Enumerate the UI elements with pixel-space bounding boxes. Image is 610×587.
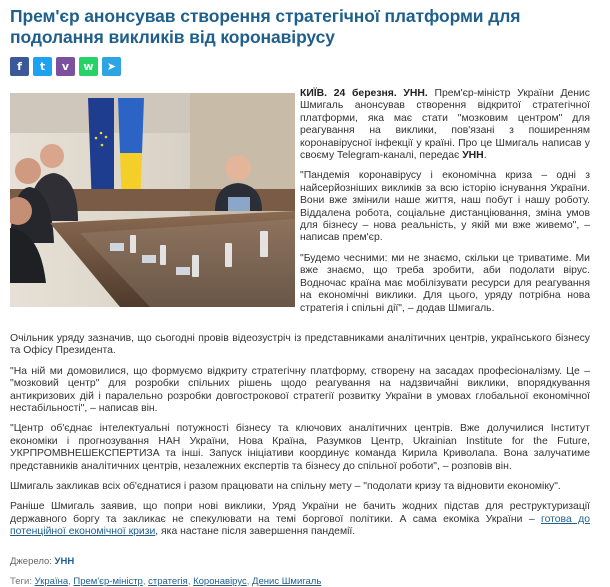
paragraph-call: Шмигаль закликав всіх об'єднатися і разом працювати на спільну мету – "подолати кризу та відновити економіку". (10, 481, 561, 493)
paragraph-center: "Центр об'єднає інтелектуальні потужності бізнесу та ключових аналітичних центрів. Вже долучилися Інститут економіки і прогнозування НАН України, Нова Країна, Разумков Центр, Ukrainian Institute for the Future, УКРПРОМВНЕШЕКСПЕРТИЗА та інші. Запуск ініціативи координує команда Кирила Криволапа. Вона залучатиме представників аналітичних центрів, незалежних експертів та бізнесу до спільної роботи", – розповів він. (10, 423, 590, 472)
paragraph-quote-1: "Пандемія коронавірусу і економічна криза – одні з найсерйозніших викликів за всю історію існування України. Вони вже змінили наше життя, наш побут і нашу роботу. Віддалена робота, соціальне дистанціювання, зміна умов для бізнесу – нова реальність, у якій ми вже живемо", – написав прем'єр. (300, 170, 590, 244)
lead-text: Прем'єр-міністр України Денис Шмигаль анонсував створення відкритої стратегічної платформи, яка має стати "мозковим центром" для реагування на виклики, пов'язані з поширенням коронавірусної інфекції у країні. Про це Шмигаль написав у своєму Telegram-каналі, передає (300, 88, 591, 162)
tag-link[interactable]: Прем'єр-міністр (73, 576, 143, 587)
paragraph-earlier (10, 501, 590, 538)
lead-end: . (483, 150, 487, 162)
paragraph-quote-2: "Будемо чесними: ми не знаємо, скільки це триватиме. Ми вже знаємо, що треба зробити, аби подолати вірус. Водночас країна має мобілізувати ресурси для реагування на економічні виклики. Для цього, уряду потрібна нова стратегія і спільні дії", – додав Шмигаль. (300, 252, 590, 314)
source-label: Джерело: (10, 556, 52, 567)
tags-line: Теги: Україна, Прем'єр-міністр, стратегія, Коронавірус, Денис Шмигаль (10, 576, 322, 587)
earlier-text: Раніше Шмигаль заявив, що попри нові виклики, Уряд України не бачить жодних підстав для реструктуризації державного боргу та закликає не спекулювати на темі боргової політики. А сама екоміка України – (10, 501, 590, 525)
tag-link[interactable]: стратегія (148, 576, 188, 587)
tag-link[interactable]: Денис Шмигаль (252, 576, 322, 587)
viber-icon[interactable]: v (56, 57, 75, 76)
facebook-icon[interactable]: f (10, 57, 29, 76)
article-title: Прем'єр анонсував створення стратегічної платформи для подолання викликів від коронавірусу (10, 6, 521, 47)
dateline: КИЇВ. 24 березня. УНН. (300, 88, 428, 99)
lead-paragraph (300, 88, 590, 162)
tag-link[interactable]: Коронавірус (193, 576, 247, 587)
lead-source: УНН (462, 150, 484, 162)
article-lead (300, 88, 590, 323)
earlier-end: , яка настане після завершення пандемії. (155, 526, 356, 538)
source-line (10, 556, 74, 567)
tags-label: Теги: (10, 576, 32, 587)
tag-link[interactable]: Україна (34, 576, 69, 587)
telegram-icon[interactable]: ➤ (102, 57, 121, 76)
cabinet-meeting-photo (10, 93, 295, 307)
paragraph-platform: "На ній ми домовилися, що формуємо відкриту стратегічну платформу, створену на засадах професіоналізму. Це – "мозковий центр" для розробки спільних рішень щодо реагування на надзвичайні виклики, впорядкування антикризових дій і паралельно розробки довгострокової стратегії розвитку України в умовах глобальної економічної нестабільності", – написав він. (10, 365, 590, 415)
paragraph-meeting: Очільник уряду зазначив, що сьогодні провів відеозустріч із представниками аналітичних центрів, українського бізнесу та Офісу Президента. (10, 333, 590, 357)
share-bar (10, 57, 590, 76)
article-body (10, 333, 590, 547)
source-value: УНН (54, 556, 75, 567)
article (10, 6, 591, 587)
crisis-readiness-link[interactable]: готова до потенційної економічної кризи (10, 513, 590, 538)
twitter-icon[interactable]: t (33, 57, 52, 76)
article-photo (10, 93, 295, 307)
whatsapp-icon[interactable]: w (79, 57, 98, 76)
